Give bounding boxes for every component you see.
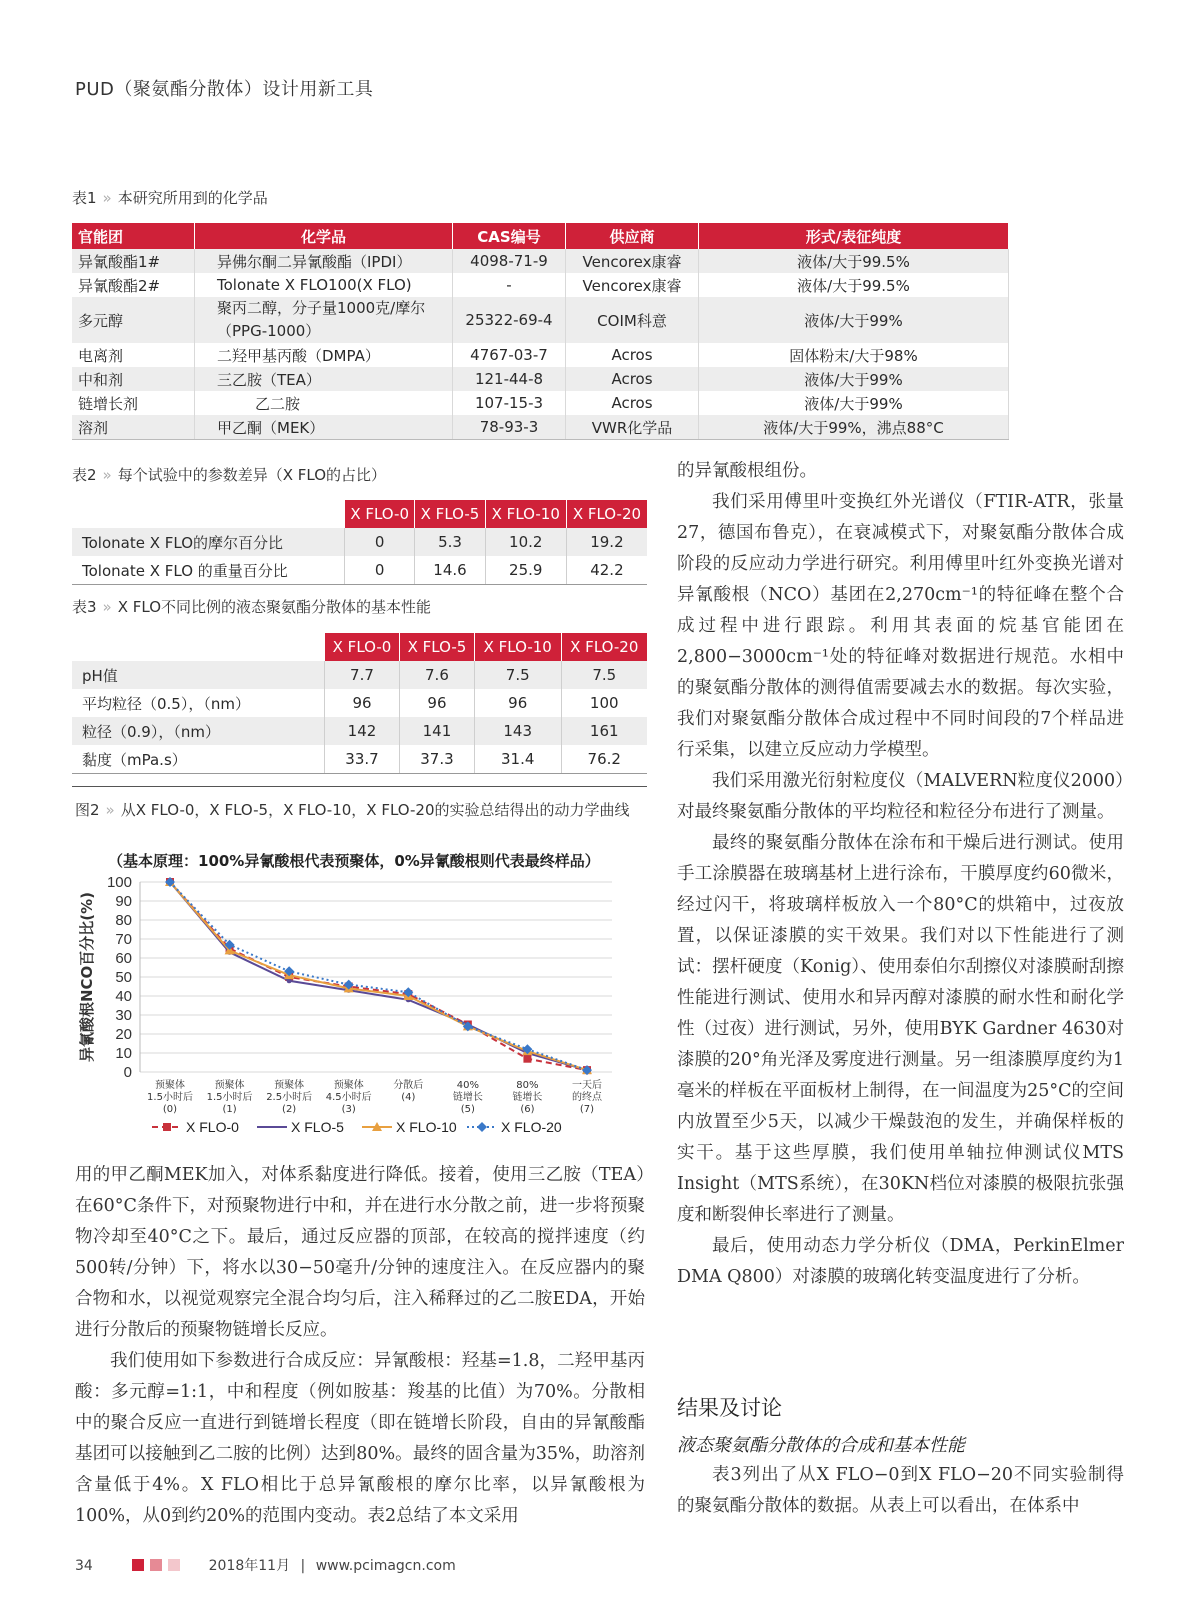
table-cell: 31.4 — [474, 745, 561, 774]
x-tick-label: 2.5小时后 — [266, 1092, 313, 1103]
table-cell: 链增长剂 — [72, 391, 195, 415]
table-cell: 三乙胺（TEA） — [195, 367, 453, 391]
table3-header: X FLO-20 — [561, 633, 647, 661]
table3 — [72, 633, 647, 774]
x-tick-label: (7) — [579, 1104, 595, 1115]
table-cell: 聚丙二醇，分子量1000克/摩尔（PPG-1000） — [195, 297, 453, 343]
series-line — [170, 882, 587, 1070]
table2-header — [72, 500, 345, 528]
table-cell: 96 — [399, 689, 474, 717]
x-tick-label: (3) — [341, 1104, 356, 1115]
table-cell: 14.6 — [415, 556, 485, 585]
paragraph: 表3列出了从X FLO−0到X FLO−20不同实验制得的聚氨酯分散体的数据。从表上可以看出，在体系中 — [677, 1465, 1124, 1516]
table3-header — [72, 633, 325, 661]
table-cell: 10.2 — [485, 528, 566, 556]
table-cell: 异氰酸酯2# — [72, 273, 195, 297]
table-cell: 107-15-3 — [453, 391, 566, 415]
table1-header: 形式/表征纯度 — [699, 223, 1009, 249]
y-tick-label: 80 — [115, 912, 132, 929]
x-tick-label: 的终点 — [572, 1092, 602, 1103]
table-cell: 溶剂 — [72, 415, 195, 440]
caption-arrow-icon: » — [105, 801, 115, 819]
x-tick-label: 分散后 — [393, 1080, 424, 1091]
paragraph: 我们使用如下参数进行合成反应：异氰酸根：羟基=1.8，二羟甲基丙酸：多元醇=1:1，中和程度（例如胺基：羧基的比值）为70%。分散相中的聚合反应一直进行到链增长程度（即在链增长阶段，自由的异氰酸酯基团可以接触到乙二胺的比例）达到80%。最终的固含量为35%，助溶剂含量低于4%。X FLO相比于总异氰酸根的摩尔比率，以异氰酸根为100%，从0到约20%的范围内变动。表2总结了本文采用 — [75, 1351, 645, 1526]
x-tick-label: 预聚体 — [155, 1080, 185, 1091]
y-tick-label: 70 — [115, 931, 132, 948]
paragraph: 最终的聚氨酯分散体在涂布和干燥后进行测试。使用手工涂膜器在玻璃基材上进行涂布，干膜厚度约60微米，经过闪干，将玻璃样板放入一个80°C的烘箱中，过夜放置，以保证漆膜的实干效果。我们对以下性能进行了测试：摆杆硬度（Konig）、使用泰伯尔刮擦仪对漆膜耐刮擦性能进行测试、使用水和异丙醇对漆膜的耐水性和耐化学性（过夜）进行测试，另外，使用BYK Gardner 4630对漆膜的20°角光泽及雾度进行测量。另一组漆膜厚度约为1毫米的样板在平面板材上制得，在一间温度为25°C的空间内放置至少5天，以减少干燥鼓泡的发生，并确保样板的实干。基于这些厚膜，我们使用单轴拉伸测试仪MTS Insight（MTS系统），在30KN档位对漆膜的极限抗张强度和断裂伸长率进行了测量。 — [677, 833, 1124, 1225]
table-cell: COIM科意 — [566, 297, 699, 343]
x-tick-label: 1.5小时后 — [206, 1092, 253, 1103]
x-tick-label: 4.5小时后 — [325, 1092, 372, 1103]
table2-label: 表2 — [72, 466, 97, 484]
table2-header: X FLO-0 — [345, 500, 415, 528]
table2-caption — [72, 464, 386, 485]
table-row — [72, 415, 1009, 440]
x-tick-label: 80% — [516, 1080, 539, 1091]
y-tick-label: 20 — [115, 1026, 132, 1043]
x-tick-label: (4) — [401, 1092, 416, 1103]
table1-caption — [72, 187, 268, 208]
section-text — [677, 1460, 1124, 1522]
table-cell: 0 — [345, 528, 415, 556]
table-cell: 25322-69-4 — [453, 297, 566, 343]
y-axis-label: 异氰酸根NCO百分比(%) — [78, 891, 96, 1063]
table-row — [72, 249, 1009, 273]
table2-header: X FLO-5 — [415, 500, 485, 528]
series-line — [170, 882, 587, 1070]
kinetics-chart — [72, 870, 652, 1145]
table-cell: 100 — [561, 689, 647, 717]
table-row — [72, 391, 1009, 415]
caption-arrow-icon: » — [102, 598, 112, 616]
table-cell: 19.2 — [566, 528, 647, 556]
left-column-text — [75, 1160, 645, 1532]
caption-arrow-icon: » — [102, 466, 112, 484]
table-row — [72, 367, 1009, 391]
footer-square-icon — [150, 1559, 162, 1571]
table-cell: Vencorex康睿 — [566, 273, 699, 297]
legend-label: X FLO-5 — [291, 1119, 344, 1135]
table-cell: Tolonate X FLO的摩尔百分比 — [72, 528, 345, 556]
table3-caption — [72, 596, 431, 617]
table-cell: Tolonate X FLO100(X FLO) — [195, 273, 453, 297]
y-tick-label: 60 — [115, 950, 132, 967]
footer — [75, 1555, 456, 1575]
table-cell: 7.5 — [474, 661, 561, 689]
table1-header: CAS编号 — [453, 223, 566, 249]
footer-square-icon — [168, 1559, 180, 1571]
x-tick-label: (6) — [520, 1104, 535, 1115]
table1-header: 化学品 — [195, 223, 453, 249]
series-line — [170, 882, 587, 1070]
table-cell: 异氰酸酯1# — [72, 249, 195, 273]
table-cell: 7.7 — [325, 661, 400, 689]
table-row — [72, 717, 647, 745]
x-tick-label: 链增长 — [512, 1092, 543, 1103]
table-cell: 电离剂 — [72, 343, 195, 367]
table-cell: 液体/大于99% — [699, 367, 1009, 391]
table3-header: X FLO-0 — [325, 633, 400, 661]
table-row — [72, 689, 647, 717]
table-cell: - — [453, 273, 566, 297]
table1-caption-text: 本研究所用到的化学品 — [117, 189, 268, 207]
x-tick-label: 预聚体 — [214, 1080, 245, 1091]
table-cell: Vencorex康睿 — [566, 249, 699, 273]
table-cell: 0 — [345, 556, 415, 585]
table-cell: Tolonate X FLO 的重量百分比 — [72, 556, 345, 585]
table1-header: 官能团 — [72, 223, 195, 249]
section-subheading: 液态聚氨酯分散体的合成和基本性能 — [677, 1435, 965, 1456]
table3-label: 表3 — [72, 598, 97, 616]
table-cell: 4098-71-9 — [453, 249, 566, 273]
table-cell: 黏度（mPa.s） — [72, 745, 325, 774]
section-heading: 结果及讨论 — [677, 1396, 782, 1420]
table-row — [72, 661, 647, 689]
paragraph: 的异氰酸根组份。 — [677, 461, 817, 481]
right-column-text — [677, 456, 1124, 1293]
table-row — [72, 528, 647, 556]
figure2-label: 图2 — [75, 801, 100, 819]
table-cell: 液体/大于99%，沸点88°C — [699, 415, 1009, 440]
table-row — [72, 343, 1009, 367]
legend-label: X FLO-20 — [501, 1119, 562, 1135]
table-cell: 7.6 — [399, 661, 474, 689]
table-cell: Acros — [566, 367, 699, 391]
paragraph: 我们采用激光衍射粒度仪（MALVERN粒度仪2000）对最终聚氨酯分散体的平均粒径和粒径分布进行了测量。 — [677, 771, 1124, 822]
x-tick-label: 预聚体 — [333, 1080, 364, 1091]
table-row — [72, 297, 1009, 343]
table3-header: X FLO-10 — [474, 633, 561, 661]
x-tick-label: 1.5小时后 — [147, 1092, 193, 1103]
table1 — [72, 223, 1009, 440]
table-cell: 中和剂 — [72, 367, 195, 391]
paragraph: 我们采用傅里叶变换红外光谱仪（FTIR-ATR，张量27，德国布鲁克），在衰减模式下，对聚氨酯分散体合成阶段的反应动力学进行研究。利用傅里叶红外变换光谱对异氰酸根（NCO）基团在2,270cm⁻¹的特征峰在整个合成过程中进行跟踪。利用其表面的烷基官能团在2,800−3000cm⁻¹处的特征峰对数据进行规范。水相中的聚氨酯分散体的测得值需要减去水的数据。每次实验，我们对聚氨酯分散体合成过程中不同时间段的7个样品进行采集，以建立反应动力学模型。 — [677, 492, 1124, 760]
table-cell: pH值 — [72, 661, 325, 689]
table2-header: X FLO-10 — [485, 500, 566, 528]
table-cell: 粒径（0.9），（nm） — [72, 717, 325, 745]
running-header: PUD（聚氨酯分散体）设计用新工具 — [75, 79, 374, 100]
footer-url[interactable]: www.pcimagcn.com — [315, 1558, 456, 1574]
page-number: 34 — [75, 1558, 93, 1574]
data-point — [523, 1055, 531, 1063]
table2 — [72, 500, 647, 585]
table-cell: 5.3 — [415, 528, 485, 556]
figure2-caption-text: 从X FLO-0，X FLO-5，X FLO-10，X FLO-20的实验总结得出的动力学曲线 — [120, 801, 630, 819]
table1-label: 表1 — [72, 189, 97, 207]
table-cell: 141 — [399, 717, 474, 745]
x-tick-label: 一天后 — [572, 1080, 602, 1091]
table-cell: 液体/大于99.5% — [699, 273, 1009, 297]
table-cell: Acros — [566, 343, 699, 367]
table-row — [72, 556, 647, 585]
legend-label: X FLO-0 — [186, 1119, 239, 1135]
footer-date: 2018年11月 — [208, 1558, 291, 1574]
x-tick-label: 链增长 — [452, 1092, 483, 1103]
paragraph: 最后，使用动态力学分析仪（DMA，PerkinElmer DMA Q800）对漆膜的玻璃化转变温度进行了分析。 — [677, 1236, 1124, 1287]
table-cell: 42.2 — [566, 556, 647, 585]
paragraph: 用的甲乙酮MEK加入，对体系黏度进行降低。接着，使用三乙胺（TEA）在60°C条件下，对预聚物进行中和，并在进行水分散之前，进一步将预聚物冷却至40°C之下。最后，通过反应器的顶部，在较高的搅拌速度（约500转/分钟）下，将水以30−50毫升/分钟的速度注入。在反应器内的聚合物和水，以视觉观察完全混合均匀后，注入稀释过的乙二胺EDA，开始进行分散后的预聚物链增长反应。 — [75, 1165, 645, 1340]
table-cell: 二羟甲基丙酸（DMPA） — [195, 343, 453, 367]
table-cell: 多元醇 — [72, 297, 195, 343]
y-tick-label: 30 — [115, 1007, 132, 1024]
table-cell: 甲乙酮（MEK） — [195, 415, 453, 440]
table2-caption-text: 每个试验中的参数差异（X FLO的占比） — [117, 466, 387, 484]
x-tick-label: 40% — [456, 1080, 479, 1091]
table-cell: 143 — [474, 717, 561, 745]
y-tick-label: 40 — [115, 988, 132, 1005]
x-tick-label: (2) — [282, 1104, 297, 1115]
table-cell: 4767-03-7 — [453, 343, 566, 367]
table-cell: 37.3 — [399, 745, 474, 774]
table-row — [72, 273, 1009, 297]
footer-separator: | — [300, 1558, 306, 1574]
table3-caption-text: X FLO不同比例的液态聚氨酯分散体的基本性能 — [117, 598, 432, 616]
y-tick-label: 10 — [115, 1045, 132, 1062]
table-cell: 78-93-3 — [453, 415, 566, 440]
table3-header: X FLO-5 — [399, 633, 474, 661]
x-tick-label: (0) — [162, 1104, 178, 1115]
caption-arrow-icon: » — [102, 189, 112, 207]
x-tick-label: 预聚体 — [274, 1080, 305, 1091]
table-cell: Acros — [566, 391, 699, 415]
table-cell: 液体/大于99% — [699, 391, 1009, 415]
figure2-subtitle: （基本原理：100%异氰酸根代表预聚体，0%异氰酸根则代表最终样品） — [108, 852, 600, 870]
table-cell: 76.2 — [561, 745, 647, 774]
x-tick-label: (1) — [222, 1104, 237, 1115]
table2-header: X FLO-20 — [566, 500, 647, 528]
legend-label: X FLO-10 — [396, 1119, 457, 1135]
series-line — [170, 882, 587, 1070]
table-cell: 异佛尔酮二异氰酸酯（IPDI） — [195, 249, 453, 273]
table-cell: 33.7 — [325, 745, 400, 774]
figure2-caption — [75, 798, 655, 823]
table1-header: 供应商 — [566, 223, 699, 249]
table-cell: 液体/大于99.5% — [699, 249, 1009, 273]
table-cell: 平均粒径（0.5），（nm） — [82, 694, 250, 713]
table-cell: 乙二胺 — [195, 391, 453, 415]
y-tick-label: 90 — [115, 893, 132, 910]
y-tick-label: 0 — [123, 1064, 132, 1081]
y-tick-label: 100 — [106, 874, 132, 891]
table-cell: 固体粉末/大于98% — [699, 343, 1009, 367]
table-cell: VWR化学品 — [566, 415, 699, 440]
table-row — [72, 745, 647, 774]
table-cell: 96 — [474, 689, 561, 717]
legend-marker — [163, 1123, 171, 1131]
table-cell: 161 — [561, 717, 647, 745]
table-cell: 25.9 — [485, 556, 566, 585]
table-cell: 液体/大于99% — [699, 297, 1009, 343]
footer-square-icon — [132, 1559, 144, 1571]
legend-marker — [477, 1122, 487, 1132]
table-cell: 121-44-8 — [453, 367, 566, 391]
table-cell: 142 — [325, 717, 400, 745]
table-cell: 7.5 — [561, 661, 647, 689]
figure-divider — [72, 786, 647, 787]
y-tick-label: 50 — [115, 969, 132, 986]
x-tick-label: (5) — [460, 1104, 475, 1115]
table-cell: 96 — [325, 689, 400, 717]
